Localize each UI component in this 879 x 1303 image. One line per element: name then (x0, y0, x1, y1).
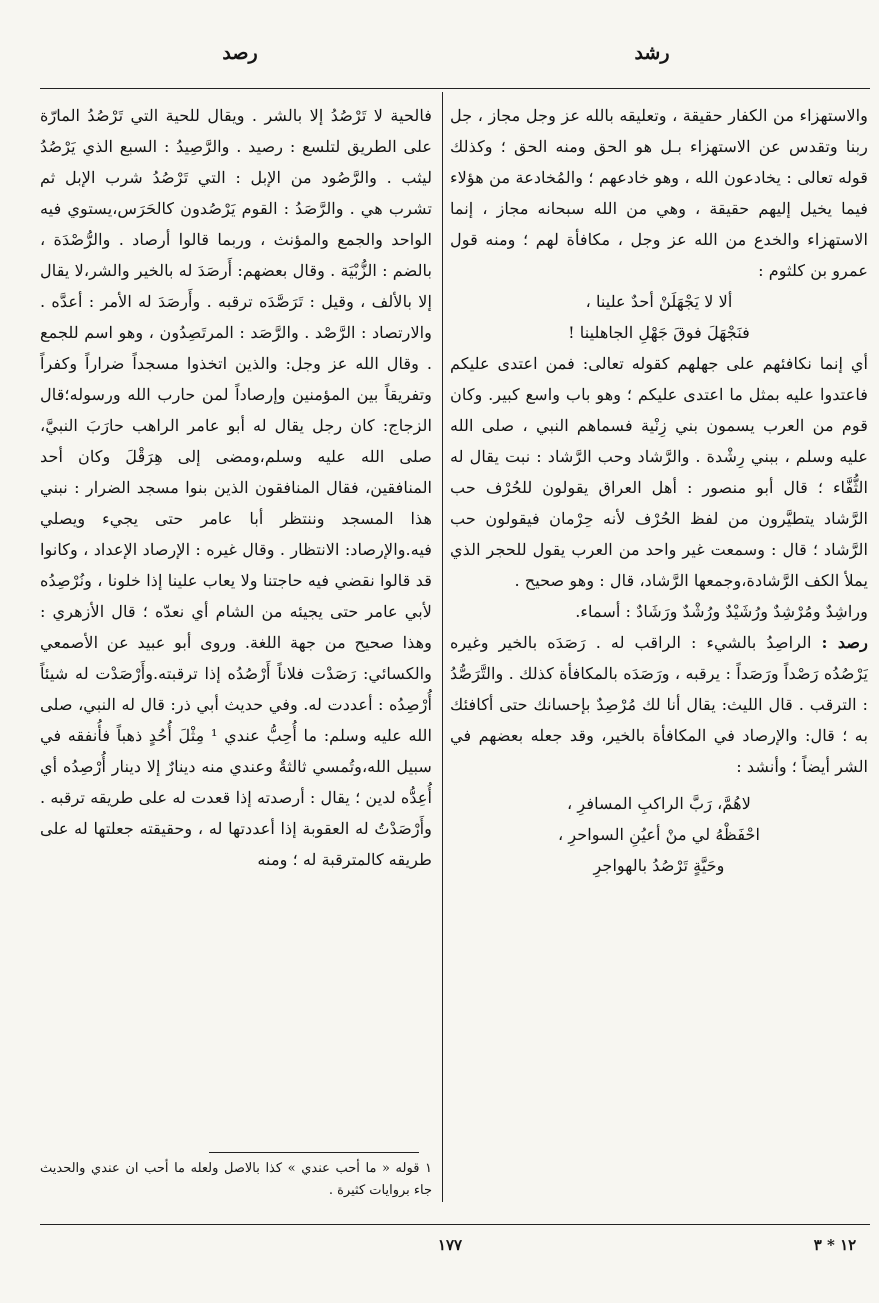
signature-mark: ١٢ * ٣ (813, 1236, 857, 1254)
paragraph: وراشِدٌ ومُرْشِدٌ ورُشَيْدٌ ورُشْدٌ ورَشَادٌ : أسماء. (575, 602, 868, 621)
verse-line: لاهُمَّ، رَبَّ الراكبِ المسافرِ ، (567, 794, 751, 813)
entry-term: رصد : (821, 633, 868, 652)
paragraph: والاستهزاء من الكفار حقيقة ، وتعليقه بالله عز وجل مجاز ، جل ربنا وتقدس عن الاستهزاء بـل هو الحق ومنه الحق ؛ وكذلك قوله تعالى : يخادعون الله ، وهو خادعهم ؛ والمُخادعة من هؤلاء فيما يخيل إليهم حقيقة ، وهي من الله سبحانه مجاز ، إنما الاستهزاء والخدع من الله عز وجل ، مكافأة لهم ؛ ومنه قول عمرو بن كلثوم : (450, 106, 868, 280)
left-column (40, 100, 432, 875)
top-rule (40, 88, 870, 89)
footnote-rule (209, 1152, 419, 1153)
column-divider (442, 92, 443, 1202)
page-number: ١٧٧ (437, 1236, 463, 1254)
entry-text: الراصِدُ بالشيء : الراقب له . رَصَدَه بالخير وغيره يَرْصُدُه رَصْداً ورَصَداً : يرقبه ، ورَصَدَه بالمكافأة كذلك . والتَّرَصُّدُ : الترقب . قال الليث: يقال أنا لك مُرْصِدٌ بإحسانك حتى أكافئك به ؛ قال: والإرصاد في المكافأة بالخير، وقد جعله بعضهم في الشر أيضاً ؛ وأنشد : (450, 633, 868, 776)
verse-line: وحَيَّةٍ تَرْصُدُ بالهواجرِ (593, 856, 725, 875)
verse-line: ألا لا يَجْهَلَنْ أحدٌ علينا ، (585, 292, 733, 311)
paragraph: أي إنما نكافئهم على جهلهم كقوله تعالى: فمن اعتدى عليكم فاعتدوا عليه بمثل ما اعتدى عليكم ؛ وهو باب واسع كبير. وكان قوم من العرب يسمون بني زِنْية فسماهم النبي ، صلى الله عليه وسلم ، ببني رِشْدة . والرَّشاد وحب الرَّشاد : نبت يقال له الثُّفَّاء ؛ قال أبو منصور : أهل العراق يقولون للحُرْف حب الرَّشاد يتطيَّرون من لفظ الحُرْف لأنه حِرْمان فيقولون حب الرَّشاد ؛ قال : وسمعت غير واحد من العرب يقول للحجر الذي يملأ الكف الرَّشادة،وجمعها الرَّشاد، قال : وهو صحيح . (450, 354, 868, 590)
footnote: ١ قوله « ما أحب عندي » كذا بالاصل ولعله ما أحب ان عندي والحديث جاء بروايات كثيرة . (40, 1161, 432, 1198)
paragraph: فالحية لا تَرْصُدُ إلا بالشر . ويقال للحية التي تَرْصُدُ المارّة على الطريق لتلسع : رصيد . والرَّصِيدُ : السبع الذي يَرْصُدُ ليثب . والرَّصُود من الإبل : التي تَرْصُدُ شرب الإبل ثم تشرب هي . والرَّصَدُ : القوم يَرْصُدون كالحَرَس،يستوي فيه الواحد والجمع والمؤنث ، وربما قالوا أرصاد . والرُّصْدَة ، بالضم : الزُّبْيَة . وقال بعضهم: أَرصَدَ له بالخير والشر،لا يقال إلا بالألف ، وقيل : تَرَصَّدَه ترقبه . وأَرصَدَ له الأمر : أعدَّه . والارتصاد : الرَّصْد . والرَّصَد : المرتَصِدُون ، وهو اسم للجمع . وقال الله عز وجل: والذين اتخذوا مسجداً ضراراً وكفراً وتفريقاً بين المؤمنين وإرصاداً لمن حارب الله ورسوله؛قال الزجاج: كان رجل يقال له أبو عامر الراهب حارَبَ النبيَّ، صلى الله عليه وسلم،ومضى إلى هِرَقْلَ وكان أحد المنافقين، فقال المنافقون الذين بنوا مسجد الضرار : نبني هذا المسجد وننتظر أبا عامر حتى يجيء ويصلي فيه.والإرصاد: الانتظار . وقال غيره : الإرصاد الإعداد ، وكانوا قد قالوا نقضي فيه حاجتنا ولا يعاب علينا إذا خلونا ، ونُرْصِدُه لأبي عامر حتى يجيئه من الشام أي نعدّه ؛ قال الأزهري : وهذا صحيح من جهة اللغة. وروى أبو عبيد عن الأصمعي والكسائي: رَصَدْت فلاناً أَرْصُدُه إذا ترقبته.وأَرْصَدْت له شيئاً أُرْصِدُه : أعددت له. وفي حديث أبي ذر: قال له النبي، صلى الله عليه وسلم: ما أُحِبُّ عندي ¹ مِثْلَ أُحُدٍ ذهباً فأُنفقه في سبيل الله،وتُمسي ثالثةٌ وعندي منه دينارٌ إلا دينار أُرْصِدُه أي أُعِدُّه لدين ؛ يقال : أرصدته إذا قعدت له على طريقه ترقبه . وأَرْصَدْتُ له العقوبة إذا أعددتها له ، وحقيقته جعلتها له على طريقه كالمترقبة له ؛ ومنه (40, 106, 432, 869)
running-head-right: رشد (634, 42, 670, 64)
bottom-rule (40, 1224, 870, 1225)
verse-line: احْفَظْهُ لي منْ أعيُنِ السواحرِ ، (557, 825, 761, 844)
running-head-left: رصد (222, 42, 258, 64)
right-column (450, 100, 868, 881)
entry-paragraph (450, 627, 868, 782)
verse-line: فنَجْهَلَ فوقَ جَهْلِ الجاهلينا ! (568, 323, 750, 342)
